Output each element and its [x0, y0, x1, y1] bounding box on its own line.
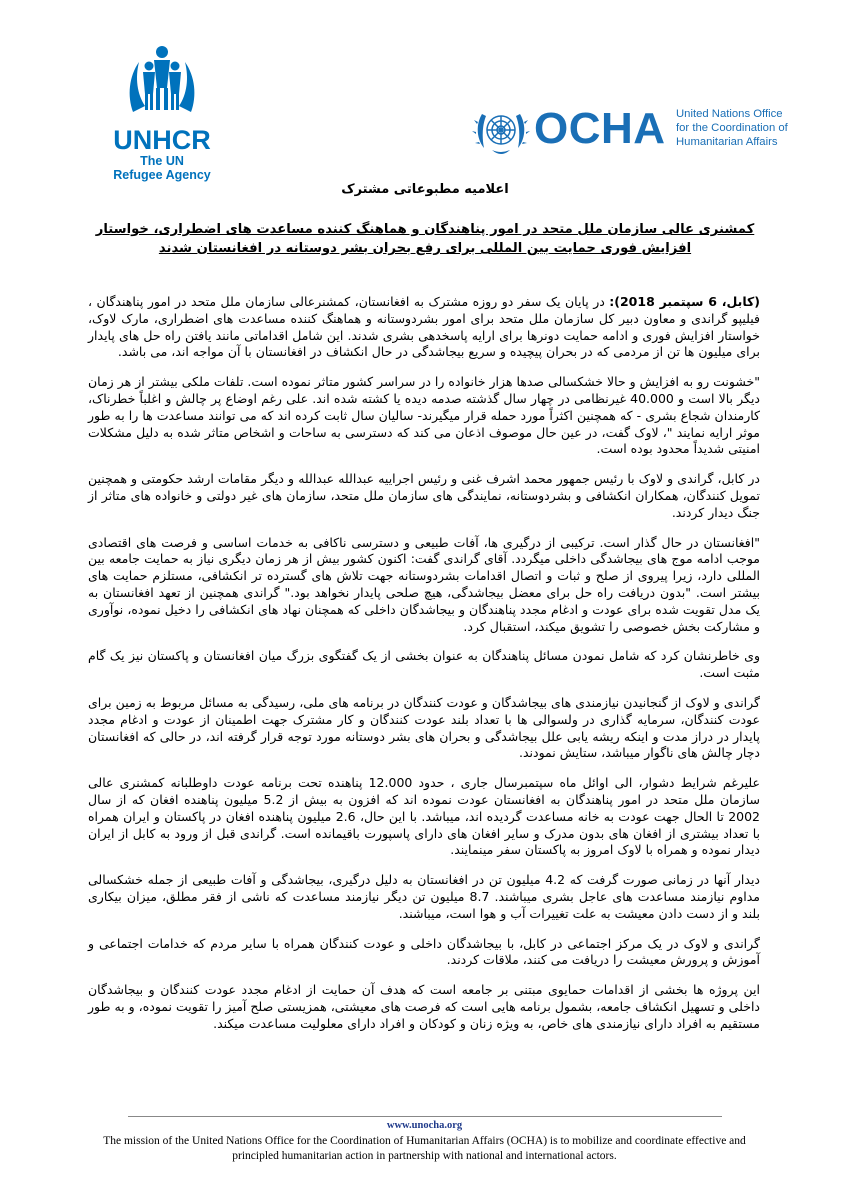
paragraph-1: [88, 294, 760, 361]
document-title: اعلامیه مطبوعاتی مشترک: [341, 182, 509, 197]
un-emblem-icon: [472, 104, 530, 160]
unhcr-name: UNHCR: [113, 125, 211, 155]
paragraph-6: گراندی و لاوک از گنجانیدن نیازمندی های بیجاشدگان و عودت کنندگان در برنامه های ملی، رسیدگی به مسائل مربوط به زمین برای عودت کنندگان، سرمایه گذاری در ولسوالی ها با تعداد بلند عودت کنندگان و کار مشترک جهت اطمینان از عودت و ادغام مجدد پایدار در دراز مدت و اینکه ریشه یابی علل بیجاشدگی و بحران های بشر دوستانه مورد توجه قرار گرفته اند، در حالی که افغانستان دچار چالش های ناگوار میباشد، ستایش نمودند.: [88, 694, 760, 761]
paragraph-9: گراندی و لاوک در یک مرکز اجتماعی در کابل، با بیجاشدگان داخلی و عودت کنندگان همراه با سایر مردم که خدامات اجتماعی و آموزش و پرورش معیشت را دریافت می کنند، ملاقات کردند.: [88, 935, 760, 968]
document-body: [88, 294, 760, 1045]
ocha-full-name: [676, 107, 806, 149]
dateline: (کابل، 6 سپتمبر 2018):: [609, 294, 760, 309]
paragraph-2: "خشونت رو به افزایش و حالا خشکسالی صدها هزار خانواده را در سراسر کشور متاثر نموده است. تلفات ملکی بیشتر از هر زمان دیگر بالا است و 40.000 غیرنظامی در چهار سال گذشته صدمه دیده یا کشته شده اند. علی رغم اوضاع پر چالش و اغلباً خطرناک، کارمندان شجاع بشری - که همچنین اکثراً مورد حمله قرار میگیرند- سالیان سال ثابت کرده اند که می توانند مساعدت ها را به طور موثر ارایه نمایند "، لاوک گفت، در عین حال موصوف اذعان می کند که دسترسی به ساحات و اشخاص متاثر شده به دلیل مشکلات امنیتی شدیداً محدود بوده است.: [88, 374, 760, 457]
paragraph-4: "افغانستان در حال گذار است. ترکیبی از درگیری ها، آفات طبیعی و دسترسی ناکافی به خدمات اساسی و فرصت های اقتصادی موجب ادامه موج های بیجاشدگی داخلی میگردد. آقای گراندی گفت: اکنون کشور بیش از هر زمان دیگری نیاز به حمایت جامعه بین المللی دارد، زیرا پیروی از صلح و ثبات و اتصال اقدامات بشردوستانه جهت تلاش های گسترده تر انکشافی، مستلزم حمایت های بیشتر است. "بدون دریافت راه حل برای معضل بیجاشدگی، هیچ صلحی پایدار نخواهد بود." گراندی همچنین از تعهد افغانستان به یک مدل تقویت شده برای عودت و ادغام مجدد پناهندگان و بیجاشدگان داخلی که همچنان نهاد های انکشافی را دخیل نموده، نوآوری و مشارکت بخش خصوصی را تشویق میکند، استقبال کرد.: [88, 534, 760, 634]
footer-mission: [100, 1134, 749, 1164]
ocha-full-name-line-3: Humanitarian Affairs: [676, 136, 778, 148]
document-headline: کمشنری عالی سازمان ملل متحد در امور پناهندگان و هماهنگ کننده مساعدت های اضطراری، خواستار افزایش فوری حمایت بین المللی برای رفع بحران بشر دوستانه در افغانستان شدند: [95, 222, 755, 256]
ocha-name: OCHA: [534, 104, 666, 153]
footer-url-link[interactable]: www.unocha.org: [386, 1120, 463, 1131]
unhcr-sub-line-2: Refugee Agency: [113, 168, 211, 182]
ocha-logo: [472, 100, 802, 166]
footer-mission-line-2: principled humanitarian action in partnership with national and international actors.: [232, 1150, 617, 1162]
unhcr-logo: [98, 40, 226, 182]
paragraph-10: این پروژه ها بخشی از اقدامات حمایوی مبتنی بر جامعه است که هدف آن حمایت از ادغام مجدد عودت کنندگان و بیجاشدگان داخلی و تسهیل انکشاف جامعه، بشمول برنامه هایی است که فرصت های معیشتی، همزیستی صلح آمیز را تقویت نموده، و به طور مستقیم به افراد دارای نیازمندی های خاص، به ویژه زنان و کودکان و افراد دارای معلولیت مساعدت میکند.: [88, 982, 760, 1031]
paragraph-7: علیرغم شرایط دشوار، الی اوائل ماه سپتمبرسال جاری ، حدود 12.000 پناهنده تحت برنامه عودت داوطلبانه کمشنری عالی سازمان ملل متحد در امور پناهندگان به افغانستان عودت نموده اند که افزون به بیش از 5.2 میلیون پناهنده افغان که از سال 2002 تا الحال جهت عودت به خانه مساعدت گردیده اند، میباشد. با این حال، 2.6 میلیون پناهنده افغان در پاکستان و ایران همراه با تعداد بیشتری از افغان های بدون مدرک و سایر افغان های دارای پاسپورت باقیمانده است. گراندی قبل از ورود به کابل از ایران دیدار نموده و همراه با لاوک امروز به پاکستان سفر مینمایند.: [88, 775, 761, 858]
paragraph-1-text: در پایان یک سفر دو روزه مشترک به افغانستان، کمشنرعالی سازمان ملل متحد در امور پناهندگان ، فیلیپو گراندی و معاون دبیر کل سازمان ملل متحد برای امور بشردوستانه و هماهنگ کننده مساعدت های اضطراری، مارک لاوک، خواستار افزایش فوری و ادامه حمایت دونرها برای ارایه پاسخدهی بشری شدند. این شامل اقداماتی مانند یافتن راه حل های پایدار برای میلیون ها تن از مردمی که در بحران پیچیده و سریع بیجاشدگی در حال انکشاف در افغانستان با آن مواجه اند، می باشد.: [88, 294, 760, 360]
unhcr-family-icon: [125, 40, 199, 122]
paragraph-5: وی خاطرنشان کرد که شامل نمودن مسائل پناهندگان به عنوان بخشی از یک گفتگوی بزرگ میان افغانستان و پاکستان نیز یک گام مثبت است.: [88, 648, 760, 681]
paragraph-3: در کابل، گراندی و لاوک با رئیس جمهور محمد اشرف غنی و رئیس اجراییه عبدالله عبدالله و دیگر مقامات ارشد حکومتی و همچنین تمویل کنندگان، همکاران انکشافی و بشردوستانه، نمایندگی های سازمان ملل متحد، سازمان های غیر دولتی و خانواده های متاثر از جنگ دیدار کردند.: [88, 471, 760, 520]
ocha-full-name-line-2: for the Coordination of: [676, 122, 788, 134]
footer-divider: [128, 1116, 722, 1117]
paragraph-8: دیدار آنها در زمانی صورت گرفت که 4.2 میلیون تن در افغانستان به دلیل درگیری، بیجاشدگی و آفات طبیعی از جمله خشکسالی مداوم نیازمند مساعدت های عاجل بشری میباشند. 8.7 میلیون تن دیگر نیازمند مساعدت که ناشی از فقر مطلق، میزان بیکاری بلند و از دست دادن معیشت به علت تغییرات آب و هوا است، میباشند.: [88, 872, 761, 921]
footer-mission-line-1: The mission of the United Nations Office for the Coordination of Humanitarian Affairs (OCHA) is to mobilize and coordinate effective and: [103, 1135, 746, 1147]
ocha-full-name-line-1: United Nations Office: [676, 108, 783, 120]
unhcr-sub-line-1: The UN: [140, 154, 184, 168]
